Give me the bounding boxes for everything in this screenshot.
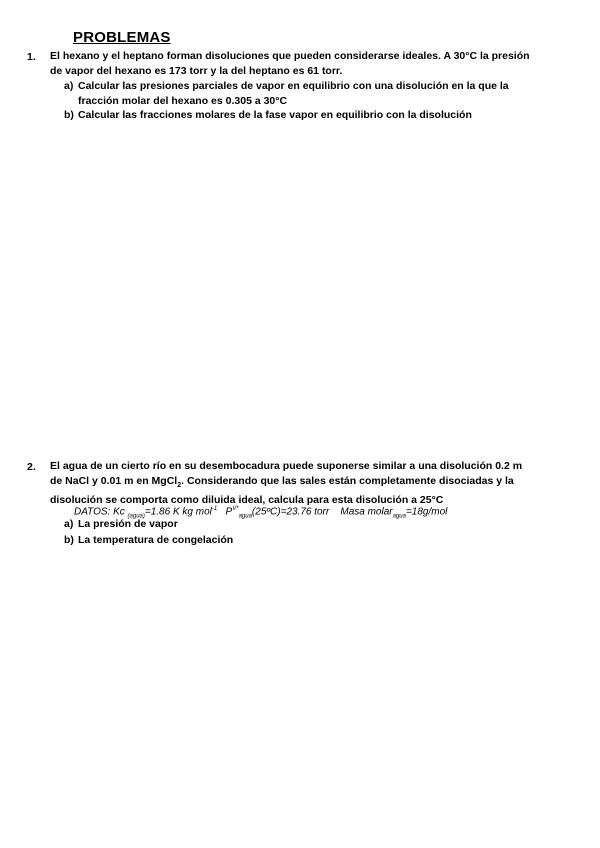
problem-2-statement: [50, 459, 522, 508]
problem-2-number: 2.: [27, 461, 36, 473]
problem-1-b-line-1: Calcular las fracciones molares de la fase vapor en equilibrio con la disolución: [78, 109, 472, 121]
problem-2-datos: DATOS: Kc $_{(agua)}$=1.86 K kg mol$^{-1}$ $P^{V*}_{agua}(25ºC)=23.76$ torr Masa molar$_{agua}$=18g/mol: [74, 506, 448, 520]
problem-1-a-line-1: Calcular las presiones parciales de vapor en equilibrio con una disolución en la que la: [78, 80, 509, 92]
problem-2-line-3: disolución se comporta como diluida ideal, calcula para esta disolución a 25°C: [50, 494, 444, 507]
problem-1-statement: [50, 49, 530, 79]
item-b-label: b): [64, 109, 74, 121]
problem-1-line-2: de vapor del hexano es 173 torr y la del heptano es 61 torr.: [50, 65, 343, 77]
problem-2-line-2: de NaCl y 0.01 m en MgCl$_2$. Considerando que las sales están completamente disociadas y la: [50, 475, 514, 490]
problem-1-number: 1.: [27, 51, 36, 63]
problem-1-line-1: El hexano y el heptano forman disoluciones que pueden considerarse ideales. A 30°C la presión: [50, 50, 530, 62]
item-b-label: b): [64, 534, 74, 546]
problem-1-item-b: [64, 108, 472, 123]
item-a-label: a): [64, 80, 74, 92]
item-a-label: a): [64, 518, 74, 530]
page-title: PROBLEMAS: [73, 29, 171, 46]
problem-1-a-line-2: fracción molar del hexano es 0.305 a 30°C: [78, 95, 288, 107]
problem-2-line-1: El agua de un cierto río en su desembocadura puede suponerse similar a una disolución 0.2 m: [50, 460, 523, 472]
problem-2-item-b: b) La temperatura de congelación: [64, 534, 234, 546]
problem-2-item-a: a) La presión de vapor: [64, 518, 178, 530]
problem-1-item-a: [64, 79, 509, 109]
